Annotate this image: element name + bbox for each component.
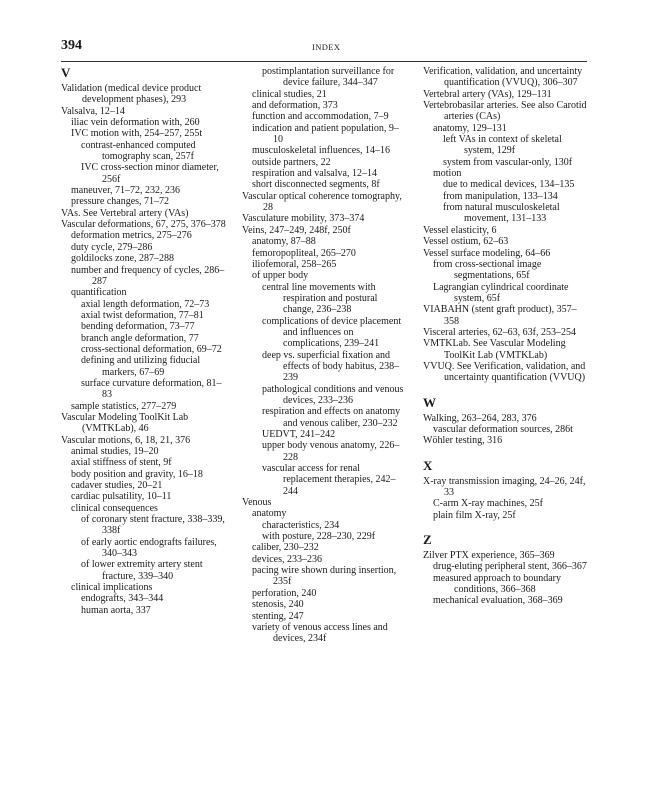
index-subentry: respiration and valsalva, 12–14	[252, 168, 377, 180]
index-entry: Vasculature mobility, 373–374	[242, 213, 365, 225]
index-entry: Vessel elasticity, 6	[423, 224, 497, 236]
section-letter: Z	[423, 532, 432, 548]
index-subentry: cadaver studies, 20–21	[71, 480, 163, 492]
index-subentry: clinical studies, 21	[252, 88, 327, 100]
index-entry: X-ray transmission imaging, 24–26, 24f, 33	[423, 475, 586, 498]
index-subentry: pathological conditions and venous devices, 233–236	[262, 383, 404, 406]
index-subentry: branch angle deformation, 77	[81, 332, 199, 344]
index-subentry: short disconnected segments, 8f	[252, 179, 380, 191]
index-entry: Validation (medical device product development phases), 293	[61, 83, 202, 106]
index-subentry: from natural musculoskeletal movement, 131–133	[443, 202, 560, 225]
index-subentry: IVC cross-section minor diameter, 256f	[81, 162, 219, 185]
index-subentry: of lower extremity artery stent fracture, 339–340	[81, 559, 203, 582]
index-subentry: maneuver, 71–72, 232, 236	[71, 185, 181, 197]
index-subentry: contrast-enhanced computed tomography scan, 257f	[81, 139, 196, 163]
index-subentry: stenosis, 240	[252, 599, 304, 611]
index-subentry: postimplantation surveillance for device failure, 344–347	[262, 66, 395, 89]
index-subentry: complications of device placement and influences on complications, 239–241	[262, 315, 402, 350]
index-subentry: of upper body	[252, 270, 309, 282]
index-subentry: IVC motion with, 254–257, 255t	[71, 128, 203, 140]
index-subentry: axial length deformation, 72–73	[81, 298, 210, 310]
index-entry: Visceral arteries, 62–63, 63f, 253–254	[423, 326, 576, 338]
index-subentry: goldilocks zone, 287–288	[71, 253, 175, 265]
index-subentry: iliofemoral, 258–265	[252, 258, 337, 270]
index-subentry: with posture, 228–230, 229f	[262, 531, 376, 543]
index-subentry: Lagrangian cylindrical coordinate system, 65f	[433, 281, 569, 304]
index-subentry: characteristics, 234	[262, 519, 340, 531]
index-subentry: pressure changes, 71–72	[71, 196, 170, 208]
index-subentry: cardiac pulsatility, 10–11	[71, 491, 172, 503]
index-entry: Vascular optical coherence tomography, 28	[242, 190, 402, 214]
index-entry: Vertebrobasilar arteries. See also Carotid arteries (CAs)	[423, 100, 587, 123]
index-entry: VVUQ. See Verification, validation, and uncertainty quantification (VVUQ)	[423, 360, 586, 384]
index-subentry: indication and patient population, 9–10	[252, 122, 399, 146]
index-column-2	[242, 66, 408, 645]
index-subentry: upper body venous anatomy, 226–228	[262, 440, 400, 463]
index-subentry: UEDVT, 241–242	[262, 429, 336, 440]
index-entry: Vascular deformations, 67, 275, 376–378	[61, 219, 226, 231]
index-subentry: from manipulation, 133–134	[443, 190, 558, 202]
running-head: INDEX	[312, 42, 341, 52]
index-subentry: cross-sectional deformation, 69–72	[81, 343, 222, 355]
index-subentry: axial twist deformation, 77–81	[81, 309, 204, 321]
index-subentry: femoropopliteal, 265–270	[252, 247, 356, 259]
index-entry: Wöhler testing, 316	[423, 435, 503, 447]
index-subentry: and deformation, 373	[252, 100, 338, 112]
index-subentry: drug-eluting peripheral stent, 366–367	[433, 561, 587, 573]
index-subentry: left VAs in context of skeletal system, 129f	[443, 134, 562, 157]
index-subentry: human aorta, 337	[81, 604, 151, 616]
index-subentry: animal studies, 19–20	[71, 446, 159, 457]
index-subentry: anatomy, 87–88	[252, 236, 316, 248]
index-subentry: C-arm X-ray machines, 25f	[433, 498, 543, 510]
index-entry: Vessel ostium, 62–63	[423, 236, 509, 248]
index-subentry: deformation metrics, 275–276	[71, 230, 192, 242]
page-number: 394	[61, 38, 82, 53]
index-subentry: central line movements with respiration and postural change, 236–238	[262, 281, 378, 316]
index-subentry: vascular deformation sources, 286t	[433, 423, 573, 435]
index-subentry: pacing wire shown during insertion, 235f	[252, 565, 397, 588]
index-subentry: body position and gravity, 16–18	[71, 468, 203, 480]
index-entry: Vertebral artery (VAs), 129–131	[423, 88, 552, 100]
index-subentry: caliber, 230–232	[252, 542, 319, 554]
index-entry: VAs. See Vertebral artery (VAs)	[61, 207, 189, 219]
section-letter: W	[423, 394, 436, 410]
index-subentry: iliac vein deformation with, 260	[71, 117, 200, 129]
index-entry: Vessel surface modeling, 64–66	[423, 247, 551, 259]
section-letter: V	[61, 65, 71, 80]
index-subentry: mechanical evaluation, 368–369	[433, 595, 563, 607]
index-entry: Venous	[242, 497, 272, 509]
index-subentry: devices, 233–236	[252, 553, 322, 565]
index-entry: VMTKLab. See Vascular Modeling ToolKit Lab (VMTKLab)	[423, 338, 566, 361]
index-subentry: variety of venous access lines and devices, 234f	[252, 621, 388, 645]
index-subentry: duty cycle, 279–286	[71, 241, 153, 253]
index-entry: Walking, 263–264, 283, 376	[423, 412, 537, 424]
index-subentry: surface curvature deformation, 81–83	[81, 377, 222, 401]
index-entry: Zilver PTX experience, 365–369	[423, 550, 555, 562]
index-subentry: sample statistics, 277–279	[71, 400, 177, 412]
index-column-1	[61, 66, 227, 616]
index-subentry: bending deformation, 73–77	[81, 321, 195, 333]
section-letter: X	[423, 457, 433, 473]
index-column-3	[423, 66, 589, 607]
index-subentry: perforation, 240	[252, 587, 317, 599]
index-subentry: anatomy, 129–131	[433, 122, 507, 134]
index-subentry: deep vs. superficial fixation and effects of body habitus, 238–239	[262, 349, 400, 384]
index-entry: Verification, validation, and uncertainty quantification (VVUQ), 306–307	[423, 66, 583, 89]
index-subentry: of coronary stent fracture, 338–339, 338f	[81, 514, 225, 537]
index-subentry: outside partners, 22	[252, 156, 331, 168]
index-entry: Valsalva, 12–14	[61, 105, 125, 117]
index-subentry: due to medical devices, 134–135	[443, 179, 575, 191]
index-subentry: system from vascular-only, 130f	[443, 156, 573, 168]
index-subentry: motion	[433, 168, 462, 180]
header-rule	[61, 61, 587, 62]
index-subentry: anatomy	[252, 508, 287, 520]
index-subentry: from cross-sectional image segmentations, 65f	[433, 258, 542, 282]
index-subentry: musculoskeletal influences, 14–16	[252, 145, 391, 157]
index-subentry: clinical implications	[71, 582, 153, 594]
index-subentry: axial stiffness of stent, 9f	[71, 457, 172, 469]
index-entry: Vascular motions, 6, 18, 21, 376	[61, 434, 191, 446]
index-subentry: clinical consequences	[71, 502, 158, 514]
index-subentry: function and accommodation, 7–9	[252, 111, 389, 123]
index-subentry: of early aortic endografts failures, 340–343	[81, 536, 217, 560]
index-subentry: plain film X-ray, 25f	[433, 509, 516, 521]
index-entry: Veins, 247–249, 248f, 250f	[242, 224, 351, 236]
index-subentry: endografts, 343–344	[81, 593, 164, 605]
index-entry: Vascular Modeling ToolKit Lab (VMTKLab), 46	[61, 411, 189, 435]
index-subentry: quantification	[71, 287, 127, 299]
index-entry: VIABAHN (stent graft product), 357–358	[423, 304, 577, 327]
index-subentry: measured approach to boundary conditions, 366–368	[433, 572, 562, 596]
index-subentry: defining and utilizing fiducial markers, 67–69	[81, 355, 201, 378]
index-subentry: vascular access for renal replacement therapies, 242–244	[262, 463, 396, 497]
index-subentry: stenting, 247	[252, 610, 304, 622]
index-subentry: number and frequency of cycles, 286–287	[71, 264, 225, 287]
index-subentry: respiration and effects on anatomy and venous caliber, 230–232	[262, 406, 401, 429]
